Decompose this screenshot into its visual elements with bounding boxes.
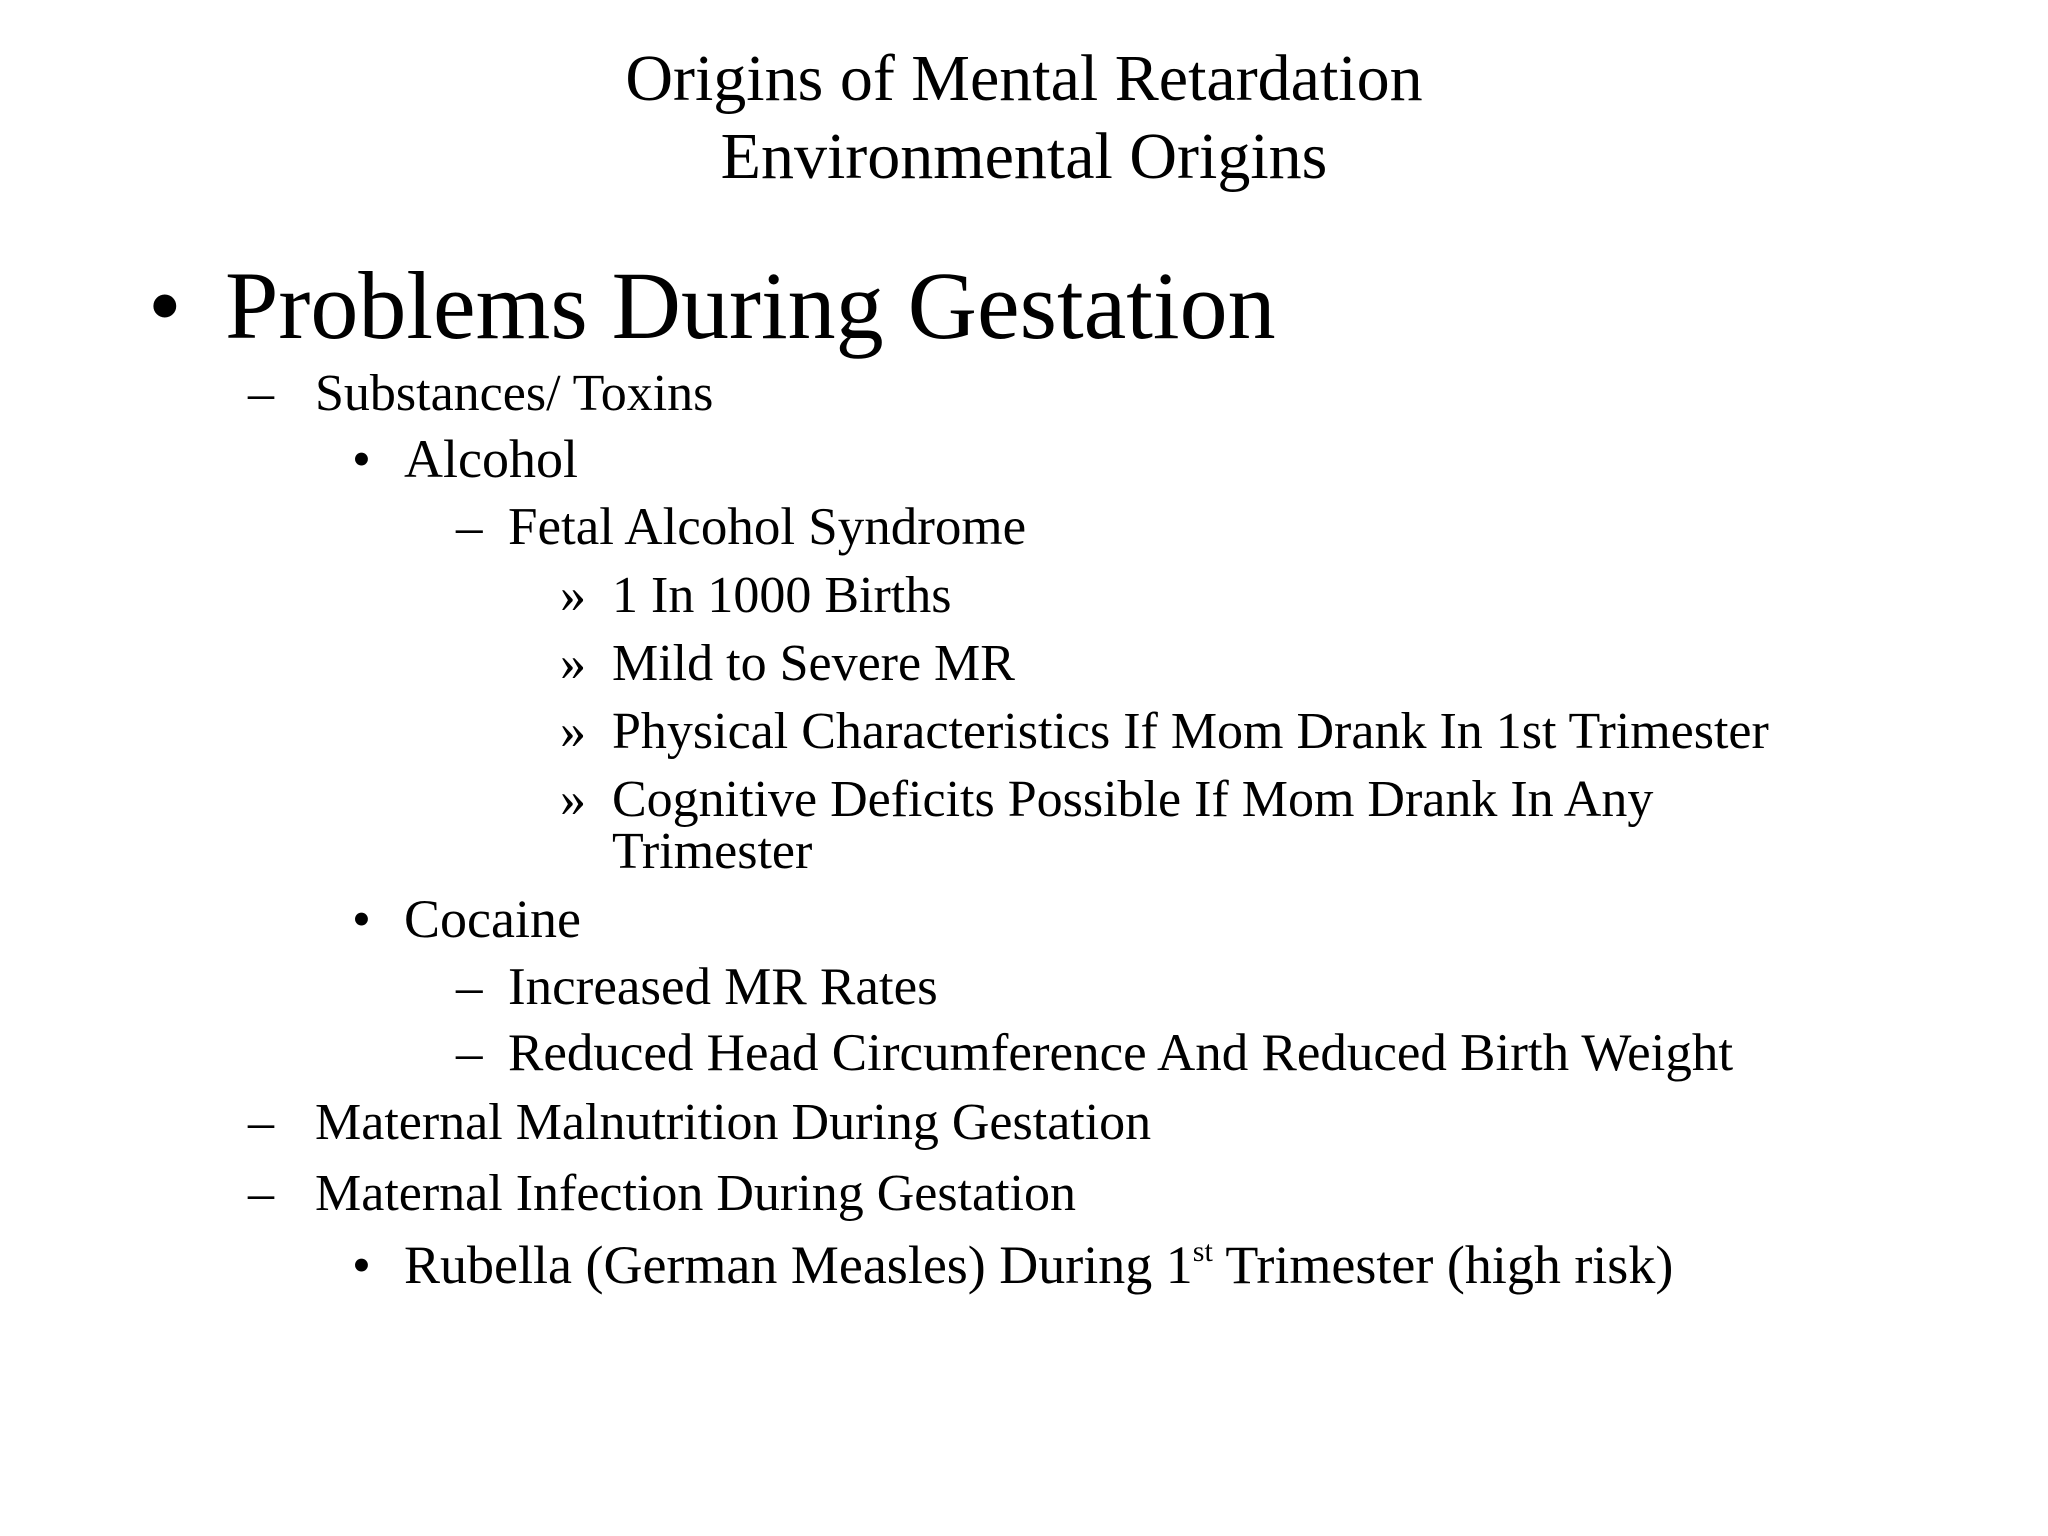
item-text: Trimester — [612, 823, 813, 880]
bullet-icon: • — [352, 429, 371, 489]
item-text: Increased MR Rates — [508, 958, 938, 1016]
item-text: Reduced Head Circumference And Reduced Birth Weight — [508, 1024, 1734, 1082]
dash-icon: – — [248, 1165, 274, 1222]
dash-icon: – — [456, 498, 483, 556]
item-text: Cocaine — [404, 889, 581, 949]
item-text: Substances/ Toxins — [315, 365, 714, 422]
bullet-icon: • — [352, 889, 371, 949]
item-text: Maternal Malnutrition During Gestation — [315, 1094, 1152, 1151]
bullet-icon: • — [148, 252, 182, 359]
item-text: 1 In 1000 Births — [612, 567, 952, 624]
ordinal-suffix: st — [1192, 1235, 1213, 1268]
title-line-2: Environmental Origins — [720, 120, 1328, 193]
rubella-text-end: Trimester (high risk) — [1212, 1235, 1674, 1295]
bullet-icon: • — [352, 1235, 371, 1295]
slide-title — [0, 40, 2048, 196]
chevron-icon: » — [560, 703, 586, 760]
title-line-1: Origins of Mental Retardation — [625, 42, 1423, 115]
dash-icon: – — [248, 365, 274, 422]
main-heading: Problems During Gestation — [225, 252, 1276, 359]
dash-icon: – — [456, 1024, 483, 1082]
item-text: Fetal Alcohol Syndrome — [508, 498, 1027, 556]
item-text: Cognitive Deficits Possible If Mom Drank In Any — [612, 771, 1654, 828]
item-text: Mild to Severe MR — [612, 635, 1015, 692]
chevron-icon: » — [560, 635, 586, 692]
item-text: Physical Characteristics If Mom Drank In 1st Trimester — [612, 703, 1769, 760]
dash-icon: – — [248, 1094, 274, 1151]
item-text — [404, 1236, 1673, 1294]
chevron-icon: » — [560, 771, 586, 828]
item-text: Alcohol — [404, 429, 578, 489]
rubella-text: Rubella (German Measles) During 1 — [404, 1235, 1193, 1295]
dash-icon: – — [456, 958, 483, 1016]
item-text: Maternal Infection During Gestation — [315, 1165, 1076, 1222]
chevron-icon: » — [560, 567, 586, 624]
